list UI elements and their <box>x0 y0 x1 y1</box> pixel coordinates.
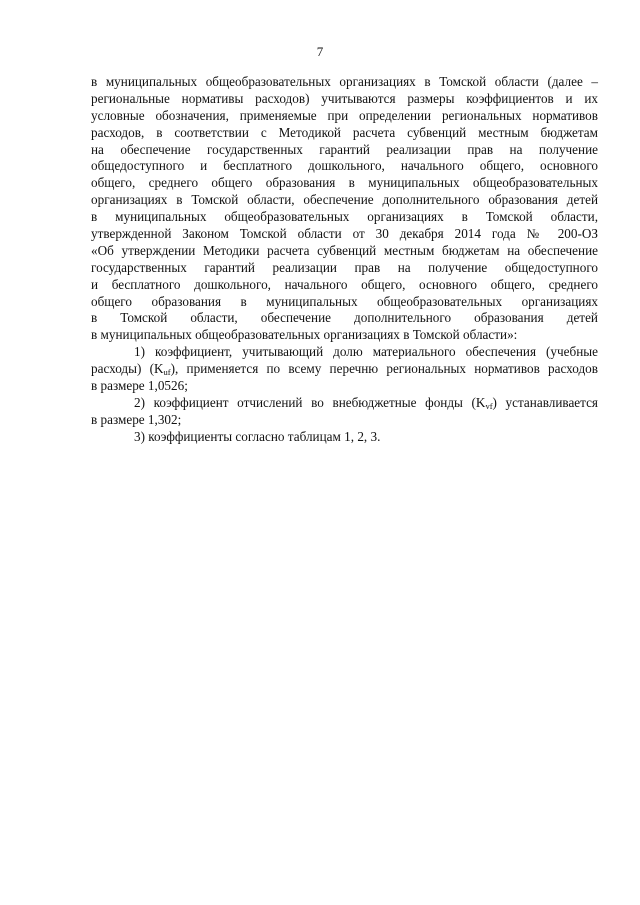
list-item-1 <box>91 344 598 395</box>
subscript: vf <box>485 400 493 411</box>
text-fragment: 2) коэффициент отчислений во внебюджетные фонды (K <box>134 394 486 410</box>
list-item-2 <box>91 395 598 429</box>
list-item-line: 3) коэффициенты согласно таблицам 1, 2, 3. <box>134 428 381 444</box>
paragraph-line: государственных гарантий реализации прав на получение общедоступного <box>91 259 598 275</box>
paragraph-line: общего образования в муниципальных общеобразовательных организациях <box>91 293 598 309</box>
subscript: uf <box>163 367 171 378</box>
paragraph-line: на обеспечение государственных гарантий реализации прав на получение <box>91 141 598 157</box>
paragraph-line: в муниципальных общеобразовательных организациях в Томской области»: <box>91 327 518 343</box>
page-number: 7 <box>316 44 324 59</box>
list-item-line <box>91 361 598 378</box>
list-item-line <box>91 395 598 412</box>
paragraph-line: в муниципальных общеобразовательных организациях в Томской области, <box>91 209 598 225</box>
text-fragment: ), применяется по всему перечню региональных нормативов расходов <box>170 361 598 377</box>
list-item-line: 1) коэффициент, учитывающий долю материального обеспечения (учебные <box>134 344 598 360</box>
paragraph-line: в муниципальных общеобразовательных организациях в Томской области (далее – <box>91 74 598 89</box>
paragraph-line: общего, среднего общего образования в муниципальных общеобразовательных <box>91 175 598 191</box>
paragraph-line: «Об утверждении Методики расчета субвенций местным бюджетам на обеспечение <box>91 242 598 258</box>
paragraph-line: организациях в Томской области, обеспечение дополнительного образования детей <box>91 192 598 208</box>
paragraph-line: региональные нормативы расходов) учитываются размеры коэффициентов и их <box>91 90 598 106</box>
document-body <box>91 74 598 446</box>
paragraph-line: в Томской области, обеспечение дополнительного образования детей <box>91 310 598 326</box>
paragraph-line: условные обозначения, применяемые при определении региональных нормативов <box>91 107 598 123</box>
text-fragment: ) устанавливается <box>492 394 598 410</box>
text-fragment: расходы) (K <box>91 361 164 377</box>
list-item-3 <box>91 429 598 446</box>
list-item-line: в размере 1,0526; <box>91 378 188 394</box>
paragraph-line: расходов, в соответствии с Методикой расчета субвенций местным бюджетам <box>91 124 598 140</box>
main-paragraph <box>91 74 598 344</box>
paragraph-line: общедоступного и бесплатного дошкольного, начального общего, основного <box>91 158 598 174</box>
paragraph-line: утвержденной Законом Томской области от 30 декабря 2014 года № 200-ОЗ <box>91 226 598 242</box>
paragraph-line: и бесплатного дошкольного, начального общего, основного общего, среднего <box>91 276 598 292</box>
list-item-line: в размере 1,302; <box>91 411 182 427</box>
